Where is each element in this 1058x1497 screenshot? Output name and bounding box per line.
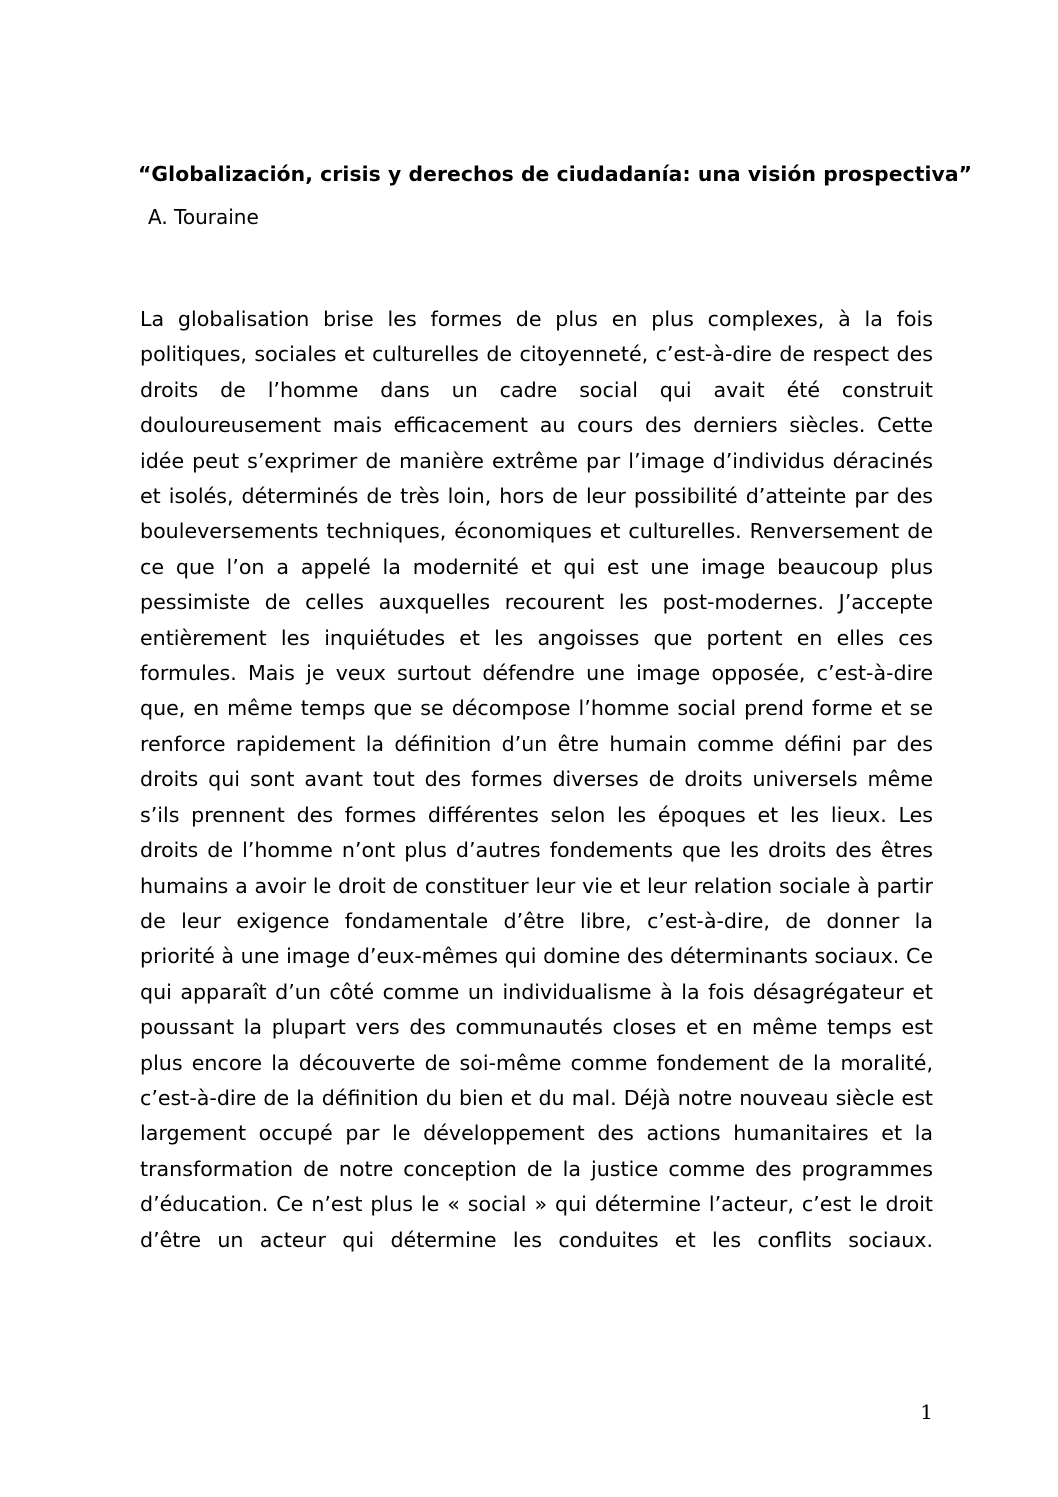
page-title: “Globalización, crisis y derechos de ciudadanía: una visión prospectiva” [138, 162, 973, 186]
author-name: A. Touraine [148, 205, 259, 229]
body-text-block [140, 302, 933, 1293]
body-paragraph: La globalisation brise les formes de plus en plus complexes, à la fois politiques, sociales et culturelles de citoyenneté, c’est-à-dire de respect des droits de l’homme dans un cadre social qui avait été construit douloureusement mais efficacement au cours des derniers siècles. Cette idée peut s’exprimer de manière extrême par l’image d’individus déracinés et isolés, déterminés de très loin, hors de leur possibilité d’atteinte par des bouleversements techniques, économiques et culturelles. Renversement de ce que l’on a appelé la modernité et qui est une image beaucoup plus pessimiste de celles auxquelles recourent les post-modernes. J’accepte entièrement les inquiétudes et les angoisses que portent en elles ces formules. Mais je veux surtout défendre une image opposée, c’est-à-dire que, en même temps que se décompose l’homme social prend forme et se renforce rapidement la définition d’un être humain comme défini par des droits qui sont avant tout des formes diverses de droits universels même s’ils prennent des formes différentes selon les époques et les lieux. Les droits de l’homme n’ont plus d’autres fondements que les droits des êtres humains a avoir le droit de constituer leur vie et leur relation sociale à partir de leur exigence fondamentale d’être libre, c’est-à-dire, de donner la priorité à une image d’eux-mêmes qui domine des déterminants sociaux. Ce qui apparaît d’un côté comme un individualisme à la fois désagrégateur et poussant la plupart vers des communautés closes et en même temps est plus encore la découverte de soi-même comme fondement de la moralité, c’est-à-dire de la définition du bien et du mal. Déjà notre nouveau siècle est largement occupé par le développement des actions humanitaires et la transformation de notre conception de la justice comme des programmes d’éducation. Ce n’est plus le « social » qui détermine l’acteur, c’est le droit d’être un acteur qui détermine les conduites et les conflits sociaux. [140, 307, 933, 1252]
page-number: 1 [920, 1400, 933, 1424]
